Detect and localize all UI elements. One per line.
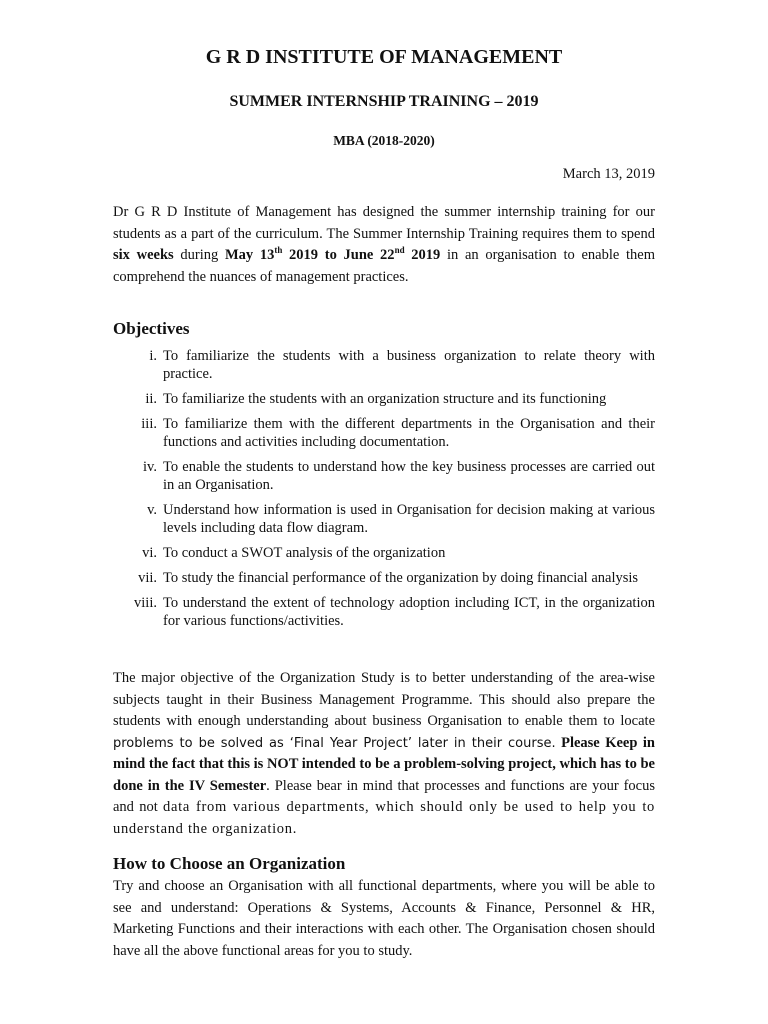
choose-organization-heading: How to Choose an Organization: [113, 854, 346, 873]
objective-number: iii.: [141, 416, 157, 432]
objective-number: i.: [149, 348, 157, 364]
objective-text: To study the financial performance of the organization by doing financial analysis: [163, 570, 639, 586]
objective-item: [113, 501, 655, 537]
objective-number: ii.: [145, 391, 157, 407]
objectives-list: [113, 347, 655, 637]
program-label: MBA (2018-2020): [333, 133, 435, 148]
major-text-1: The major objective of the Organization Study is to better understanding of the area-wise subjects taught in their Business Management Programme. This should also prepare the students with enough understanding about business Organisation to enable them to locate: [113, 670, 655, 729]
document-date: March 13, 2019: [562, 166, 655, 182]
objective-item: [113, 390, 655, 408]
objective-item: [113, 594, 655, 630]
intro-start-sup: th: [274, 245, 283, 256]
objective-text: To enable the students to understand how the key business processes are carried out in an Organisation.: [163, 459, 655, 493]
major-text-2: problems to be solved as ‘Final Year Project’ later in their course.: [113, 735, 556, 751]
intro-text-2: during: [173, 247, 225, 263]
intro-end-sup: nd: [394, 245, 405, 256]
intro-text-3: in an organisation to enable them comprehend the nuances of management practices.: [113, 247, 655, 285]
major-text-3: . Please bear in mind that processes and functions are your focus and not: [113, 777, 655, 815]
major-text-4: data from various departments, which should only be used to help you to understand the organization.: [113, 799, 655, 837]
objective-item: [113, 347, 655, 383]
intro-end-year: 2019: [404, 247, 441, 263]
intro-period: [225, 247, 440, 263]
intro-paragraph: [113, 202, 655, 288]
objective-number: v.: [147, 502, 157, 518]
intro-start-year: 2019 to June 22: [282, 247, 395, 263]
objective-number: viii.: [134, 595, 157, 611]
major-bold-warning: Please Keep in mind the fact that this is NOT intended to be a problem-solving project, which has to be done in the IV Semester: [113, 734, 655, 794]
objective-number: vi.: [142, 545, 157, 561]
objective-text: To familiarize the students with a business organization to relate theory with practice.: [163, 348, 655, 382]
objective-text: To conduct a SWOT analysis of the organization: [163, 545, 446, 561]
objective-number: iv.: [143, 459, 157, 475]
objective-text: Understand how information is used in Organisation for decision making at various levels including data flow diagram.: [163, 502, 655, 536]
objective-text: To familiarize the students with an organization structure and its functioning: [163, 391, 607, 407]
objective-item: [113, 458, 655, 494]
intro-start-day: May 13: [224, 247, 275, 263]
objectives-heading: Objectives: [113, 319, 190, 338]
objective-text: To familiarize them with the different departments in the Organisation and their functions and activities including documentation.: [163, 416, 655, 450]
choose-organization-paragraph: Try and choose an Organisation with all functional departments, where you will be able to see and understand: Operations & Systems, Accounts & Finance, Personnel & HR, Marketing Functions and their interactions with each other. The Organisation chosen should have all the above functional areas for you to study.: [113, 878, 655, 959]
objective-item: [113, 569, 655, 587]
major-objective-paragraph: [113, 668, 655, 840]
intro-duration: six weeks: [113, 247, 174, 263]
intro-text-1: Dr G R D Institute of Management has designed the summer internship training for our students as a part of the curriculum. The Summer Internship Training requires them to spend: [113, 204, 655, 242]
objective-text: To understand the extent of technology adoption including ICT, in the organization for various functions/activities.: [163, 595, 655, 629]
document-subtitle: SUMMER INTERNSHIP TRAINING – 2019: [229, 93, 539, 110]
objective-item: [113, 415, 655, 451]
document-title: G R D INSTITUTE OF MANAGEMENT: [205, 46, 563, 68]
objective-item: [113, 544, 655, 562]
objective-number: vii.: [138, 570, 157, 586]
